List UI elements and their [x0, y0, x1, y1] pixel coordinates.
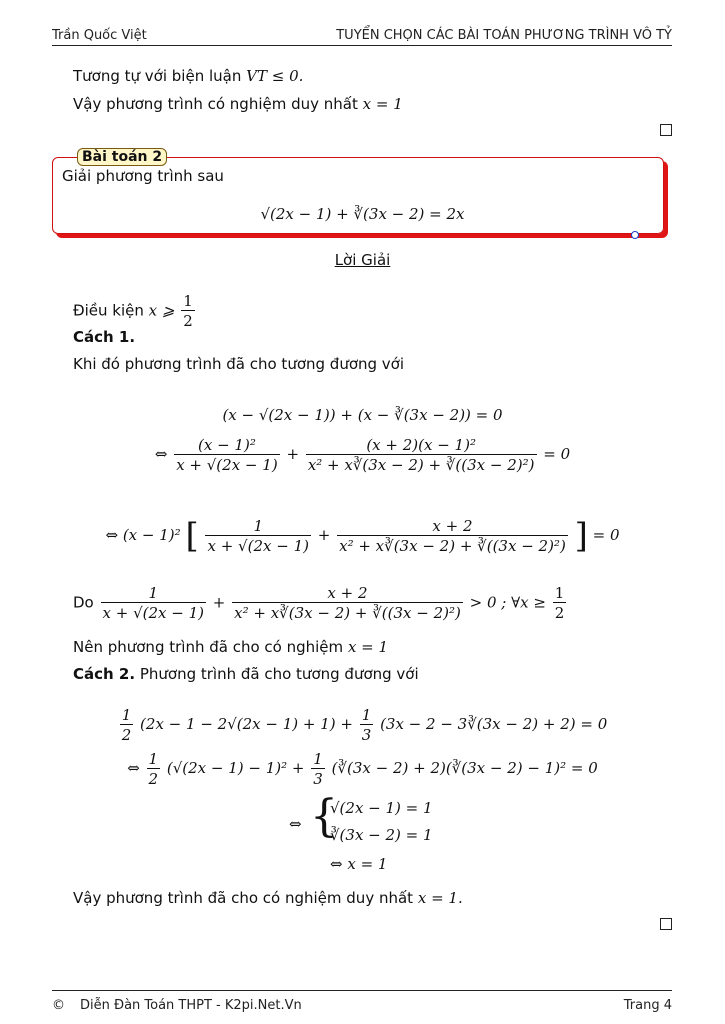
conclusion-2: Vậy phương trình đã cho có nghiệm duy nhất x = 1.	[73, 889, 463, 907]
conclusion-1: Nên phương trình đã cho có nghiệm x = 1	[73, 638, 389, 656]
system-line-2: ∛(3x − 2) = 1	[330, 826, 433, 844]
header-author: Trần Quốc Việt	[52, 28, 147, 43]
eq2-fraction-1: $\frac{\text{(x − 1)²}}{x + √(2x - 1)}$	[176, 436, 278, 474]
system-line-1: √(2x − 1) = 1	[330, 799, 433, 817]
eq3-fraction-2: $\frac{x + 2}{\text{x² + x∛(3x − 2) + ∛((3x − 2)²)}}$	[339, 517, 566, 555]
method1-label: Cách 1.	[73, 328, 136, 346]
intro-line-1: Tương tự với biện luận VT ≤ 0.	[73, 67, 304, 85]
copyright-icon: ©	[52, 998, 65, 1013]
resize-handle-icon	[631, 231, 639, 239]
problem-equation: √(2x − 1) + ∛(3x − 2) = 2x	[260, 205, 465, 223]
eq2-fraction-2: $\frac{\text{(x + 2)(x − 1)²}}{\text{x² + x∛(3x − 2) + ∛((3x − 2)²)}}$	[307, 436, 535, 474]
eq3-fraction-1: $\frac{1}{x + √(2x - 1)}$	[207, 517, 309, 555]
equation-1: (x − √(2x − 1)) + (x − ∛(3x − 2)) = 0	[222, 406, 503, 424]
equation-2: ⇔ $\frac{\text{(x − 1)²}}{x + √(2x - 1)}$ + $\frac{\text{(x + 2)(x − 1)²}}{\text{x² + x∛(3x − 2) + ∛((3x − 2)²)}}$ = 0	[154, 436, 571, 474]
method2-line: Cách 2. Phương trình đã cho tương đương với	[73, 665, 419, 683]
method1-intro: Khi đó phương trình đã cho tương đương với	[73, 355, 405, 373]
system-prefix: ⇔	[289, 815, 302, 833]
condition-line: Điều kiện x ⩾ $\frac{1}{2}$	[73, 292, 193, 330]
intro-line-2: Vậy phương trình có nghiệm duy nhất x = 1	[73, 95, 403, 113]
problem-tag: Bài toán 2	[77, 148, 167, 166]
do-line: Do $\frac{1}{x + √(2x - 1)}$ + $\frac{x + 2}{\text{x² + x∛(3x − 2) + ∛((3x − 2)²)}}$ > 0 ; ∀x ≥ $\frac{1}{2}$	[73, 584, 565, 622]
method2-equation-2: ⇔ $\frac{1}{2}$ (√(2x − 1) − 1)² + $\frac{1}{3}$ (∛(3x − 2) + 2)(∛(3x − 2) − 1)² = 0	[127, 750, 598, 788]
qed-square-icon	[660, 918, 672, 930]
qed-square-icon	[660, 124, 672, 136]
header-rule	[52, 45, 672, 46]
equation-3: ⇔ (x − 1)² [ $\frac{1}{x + √(2x - 1)}$ + $\frac{x + 2}{\text{x² + x∛(3x − 2) + ∛((3x − 2)²)}}$ ] = 0	[105, 516, 620, 556]
header-title: TUYỂN CHỌN CÁC BÀI TOÁN PHƯƠNG TRÌNH VÔ TỶ	[336, 28, 672, 43]
final-result: ⇔ x = 1	[330, 855, 388, 873]
footer-site: Diễn Đàn Toán THPT - K2pi.Net.Vn	[80, 998, 302, 1013]
system-brace-icon: {	[310, 791, 338, 842]
condition-fraction: $\frac{1}{2}$	[183, 292, 193, 330]
problem-statement: Giải phương trình sau	[62, 167, 224, 185]
solution-title: Lời Giải	[334, 251, 391, 269]
footer-rule	[52, 990, 672, 991]
footer-page-number: Trang 4	[623, 998, 672, 1013]
method2-equation-1: $\frac{1}{2}$ (2x − 1 − 2√(2x − 1) + 1) + $\frac{1}{3}$ (3x − 2 − 3∛(3x − 2) + 2) = 0	[121, 706, 608, 744]
